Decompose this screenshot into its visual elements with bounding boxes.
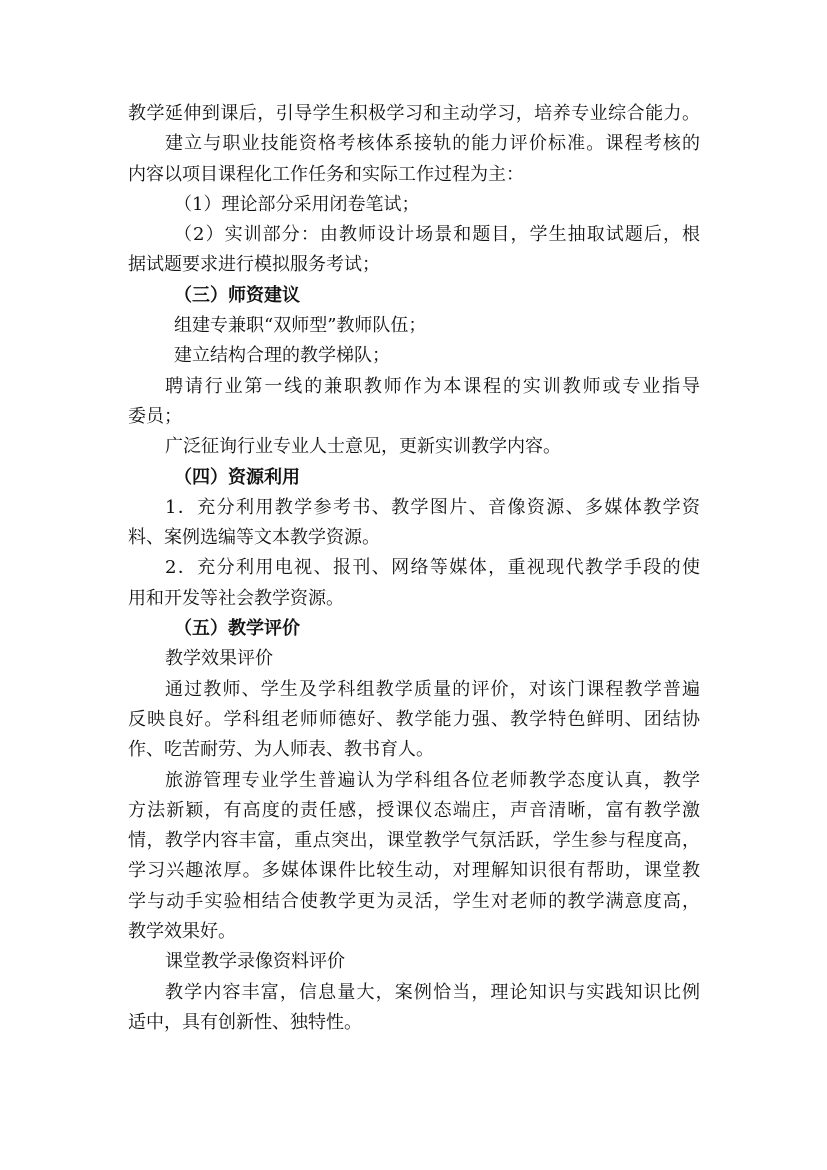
text-line-26: 学习兴趣浓厚。多媒体课件比较生动，对理解知识很有帮助，课堂教 [128,860,700,882]
text-line-16: 2．充分利用电视、报刊、网络等媒体，重视现代教学手段的使 [165,557,700,579]
text-line-2: 建立与职业技能资格考核体系接轨的能力评价标准。课程考核的 [165,133,700,155]
text-line-25: 情，教学内容丰富，重点突出，课堂教学气氛活跃，学生参与程度高， [128,830,700,852]
text-line-4: （1）理论部分采用闭卷笔试； [174,193,420,215]
text-line-23: 旅游管理专业学生普遍认为学科组各位老师教学态度认真，教学 [165,769,700,791]
text-line-15: 料、案例选编等文本教学资源。 [128,527,380,549]
text-line-3: 内容以项目课程化工作任务和实际工作过程为主： [128,163,524,185]
text-line-10: 聘请行业第一线的兼职教师作为本课程的实训教师或专业指导 [165,375,700,397]
section-heading-evaluation: （五）教学评价 [174,618,300,640]
text-line-19: 教学效果评价 [165,648,273,670]
section-heading-faculty: （三）师资建议 [174,284,300,306]
text-line-29: 课堂教学录像资料评价 [165,951,345,973]
text-line-8: 组建专兼职“双师型”教师队伍； [174,315,427,337]
text-line-14: 1．充分利用教学参考书、教学图片、音像资源、多媒体教学资 [165,496,700,518]
section-heading-resources: （四）资源利用 [174,466,300,488]
text-line-11: 委员； [128,405,182,427]
text-line-22: 作、吃苦耐劳、为人师表、教书育人。 [128,739,434,761]
text-line-9: 建立结构合理的教学梯队； [174,345,390,367]
text-line-28: 教学效果好。 [128,921,236,943]
text-line-21: 反映良好。学科组老师师德好、教学能力强、教学特色鲜明、团结协 [128,708,700,730]
text-line-17: 用和开发等社会教学资源。 [128,587,344,609]
text-line-31: 适中，具有创新性、独特性。 [128,1011,362,1033]
text-line-12: 广泛征询行业专业人士意见，更新实训教学内容。 [165,436,561,458]
text-line-5: （2）实训部分：由教师设计场景和题目，学生抽取试题后，根 [174,224,700,246]
text-line-20: 通过教师、学生及学科组教学质量的评价，对该门课程教学普遍 [165,678,700,700]
text-line-30: 教学内容丰富，信息量大，案例恰当，理论知识与实践知识比例 [165,981,700,1003]
text-line-24: 方法新颖，有高度的责任感，授课仪态端庄，声音清晰，富有教学激 [128,799,700,821]
text-line-6: 据试题要求进行模拟服务考试； [128,254,380,276]
document-page [128,99,700,1038]
text-line-27: 学与动手实验相结合使教学更为灵活，学生对老师的教学满意度高， [128,890,700,912]
text-line-1: 教学延伸到课后，引导学生积极学习和主动学习，培养专业综合能力。 [128,103,700,124]
